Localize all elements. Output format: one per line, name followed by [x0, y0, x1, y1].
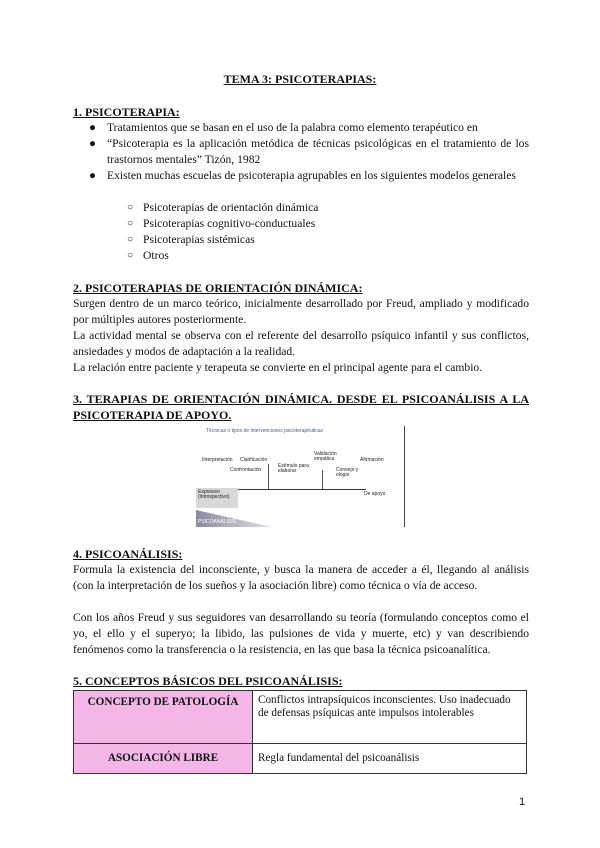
page-number: 1 [519, 796, 526, 808]
section-2-paragraph: Surgen dentro de un marco teórico, inicialmente desarrollado por Freud, ampliado y modificado por múltiples autores posteriormente. [73, 297, 529, 326]
section-1-heading: 1. PSICOTERAPIA: [73, 105, 180, 119]
sub-item: ○ Otros [127, 249, 169, 262]
figure-border [404, 426, 405, 527]
bullet-icon: ● [89, 137, 97, 150]
bullet-icon: ● [89, 121, 97, 134]
figure-label: Afirmación [360, 457, 384, 463]
interventions-diagram [196, 426, 406, 527]
figure-label: Interpretación [202, 457, 233, 463]
bullet-item: ● “Psicoterapia es la aplicación metódica de técnicas psicológicas en el tratamiento de los trastornos mentales” Tizón, 1982 [89, 137, 529, 166]
section-4-paragraph: Formula la existencia del inconsciente, y busca la manera de acceder a él, llegando al análisis (con la interpretación de los sueños y la asociación libre) como técnica o vía de acceso. [73, 563, 529, 592]
section-4-heading: 4. PSICOANÁLISIS: [73, 547, 183, 561]
bullet-item: ● Existen muchas escuelas de psicoterapia agrupables en los siguientes modelos generales [89, 169, 516, 182]
circle-bullet-icon: ○ [127, 234, 134, 245]
figure-tick [322, 470, 323, 489]
sub-item: ○ Psicoterapias de orientación dinámica [127, 201, 319, 214]
table-row [74, 691, 527, 744]
table-value-cell: Conflictos intrapsíquicos inconscientes. Uso inadecuado de defensas psíquicas ante impulsos intolerables [253, 691, 527, 744]
figure-label: Confrontación [230, 467, 262, 473]
figure-label: Clarificación [240, 457, 268, 463]
figure-label: PSICOANÁLISIS [198, 519, 237, 525]
section-2-paragraph: La relación entre paciente y terapeuta se convierte en el principal agente para el cambio. [73, 361, 483, 374]
figure-label: Estímulo para elaborar [278, 463, 309, 474]
sub-item: ○ Psicoterapias sistémicas [127, 233, 255, 246]
figure-tick [268, 464, 269, 489]
section-2-paragraph: La actividad mental se observa con el referente del desarrollo psíquico infantil y sus conflictos, ansiedades y modos de adaptación a la realidad. [73, 329, 529, 358]
concepts-table [73, 690, 527, 774]
table-key-cell: ASOCIACIÓN LIBRE [74, 744, 253, 774]
figure-caption: Técnicas o tipos de intervenciones psicoterapéuticas [206, 428, 324, 434]
document-title: TEMA 3: PSICOTERAPIAS: [223, 72, 377, 86]
circle-bullet-icon: ○ [127, 202, 134, 213]
section-1-bullet-list [73, 120, 529, 184]
figure-label: Expresivo (introspectivo) [198, 489, 230, 500]
section-3-heading: 3. TERAPIAS DE ORIENTACIÓN DINÁMICA. DESDE EL PSICOANÁLISIS A LA PSICOTERAPIA DE APOYO. [73, 392, 529, 422]
table-row [74, 744, 527, 774]
table-key-cell: CONCEPTO DE PATOLOGÍA [74, 691, 253, 744]
circle-bullet-icon: ○ [127, 250, 134, 261]
section-2-heading: 2. PSICOTERAPIAS DE ORIENTACIÓN DINÁMICA: [73, 281, 363, 295]
section-5-heading: 5. CONCEPTOS BÁSICOS DEL PSICOANÁLISIS: [73, 674, 343, 688]
figure-label: De apoyo [364, 491, 386, 497]
circle-bullet-icon: ○ [127, 218, 134, 229]
figure-label: Consejo y elogio [336, 467, 359, 478]
section-1-sub-list [73, 200, 318, 264]
bullet-item: ● Tratamientos que se basan en el uso de la palabra como elemento terapéutico en [89, 121, 478, 134]
bullet-icon: ● [89, 169, 97, 182]
figure-label: Validación empática [314, 451, 337, 462]
table-value-cell: Regla fundamental del psicoanálisis [253, 744, 527, 774]
section-4-paragraph: Con los años Freud y sus seguidores van desarrollando su teoría (formulando conceptos como el yo, el ello y el superyo; la libido, las pulsiones de vida y muerte, etc) y van describiendo fenómenos como la transferencia o la resistencia, en las que basa la técnica psicoanalítica. [73, 611, 529, 656]
sub-item: ○ Psicoterapias cognitivo-conductuales [127, 217, 316, 230]
